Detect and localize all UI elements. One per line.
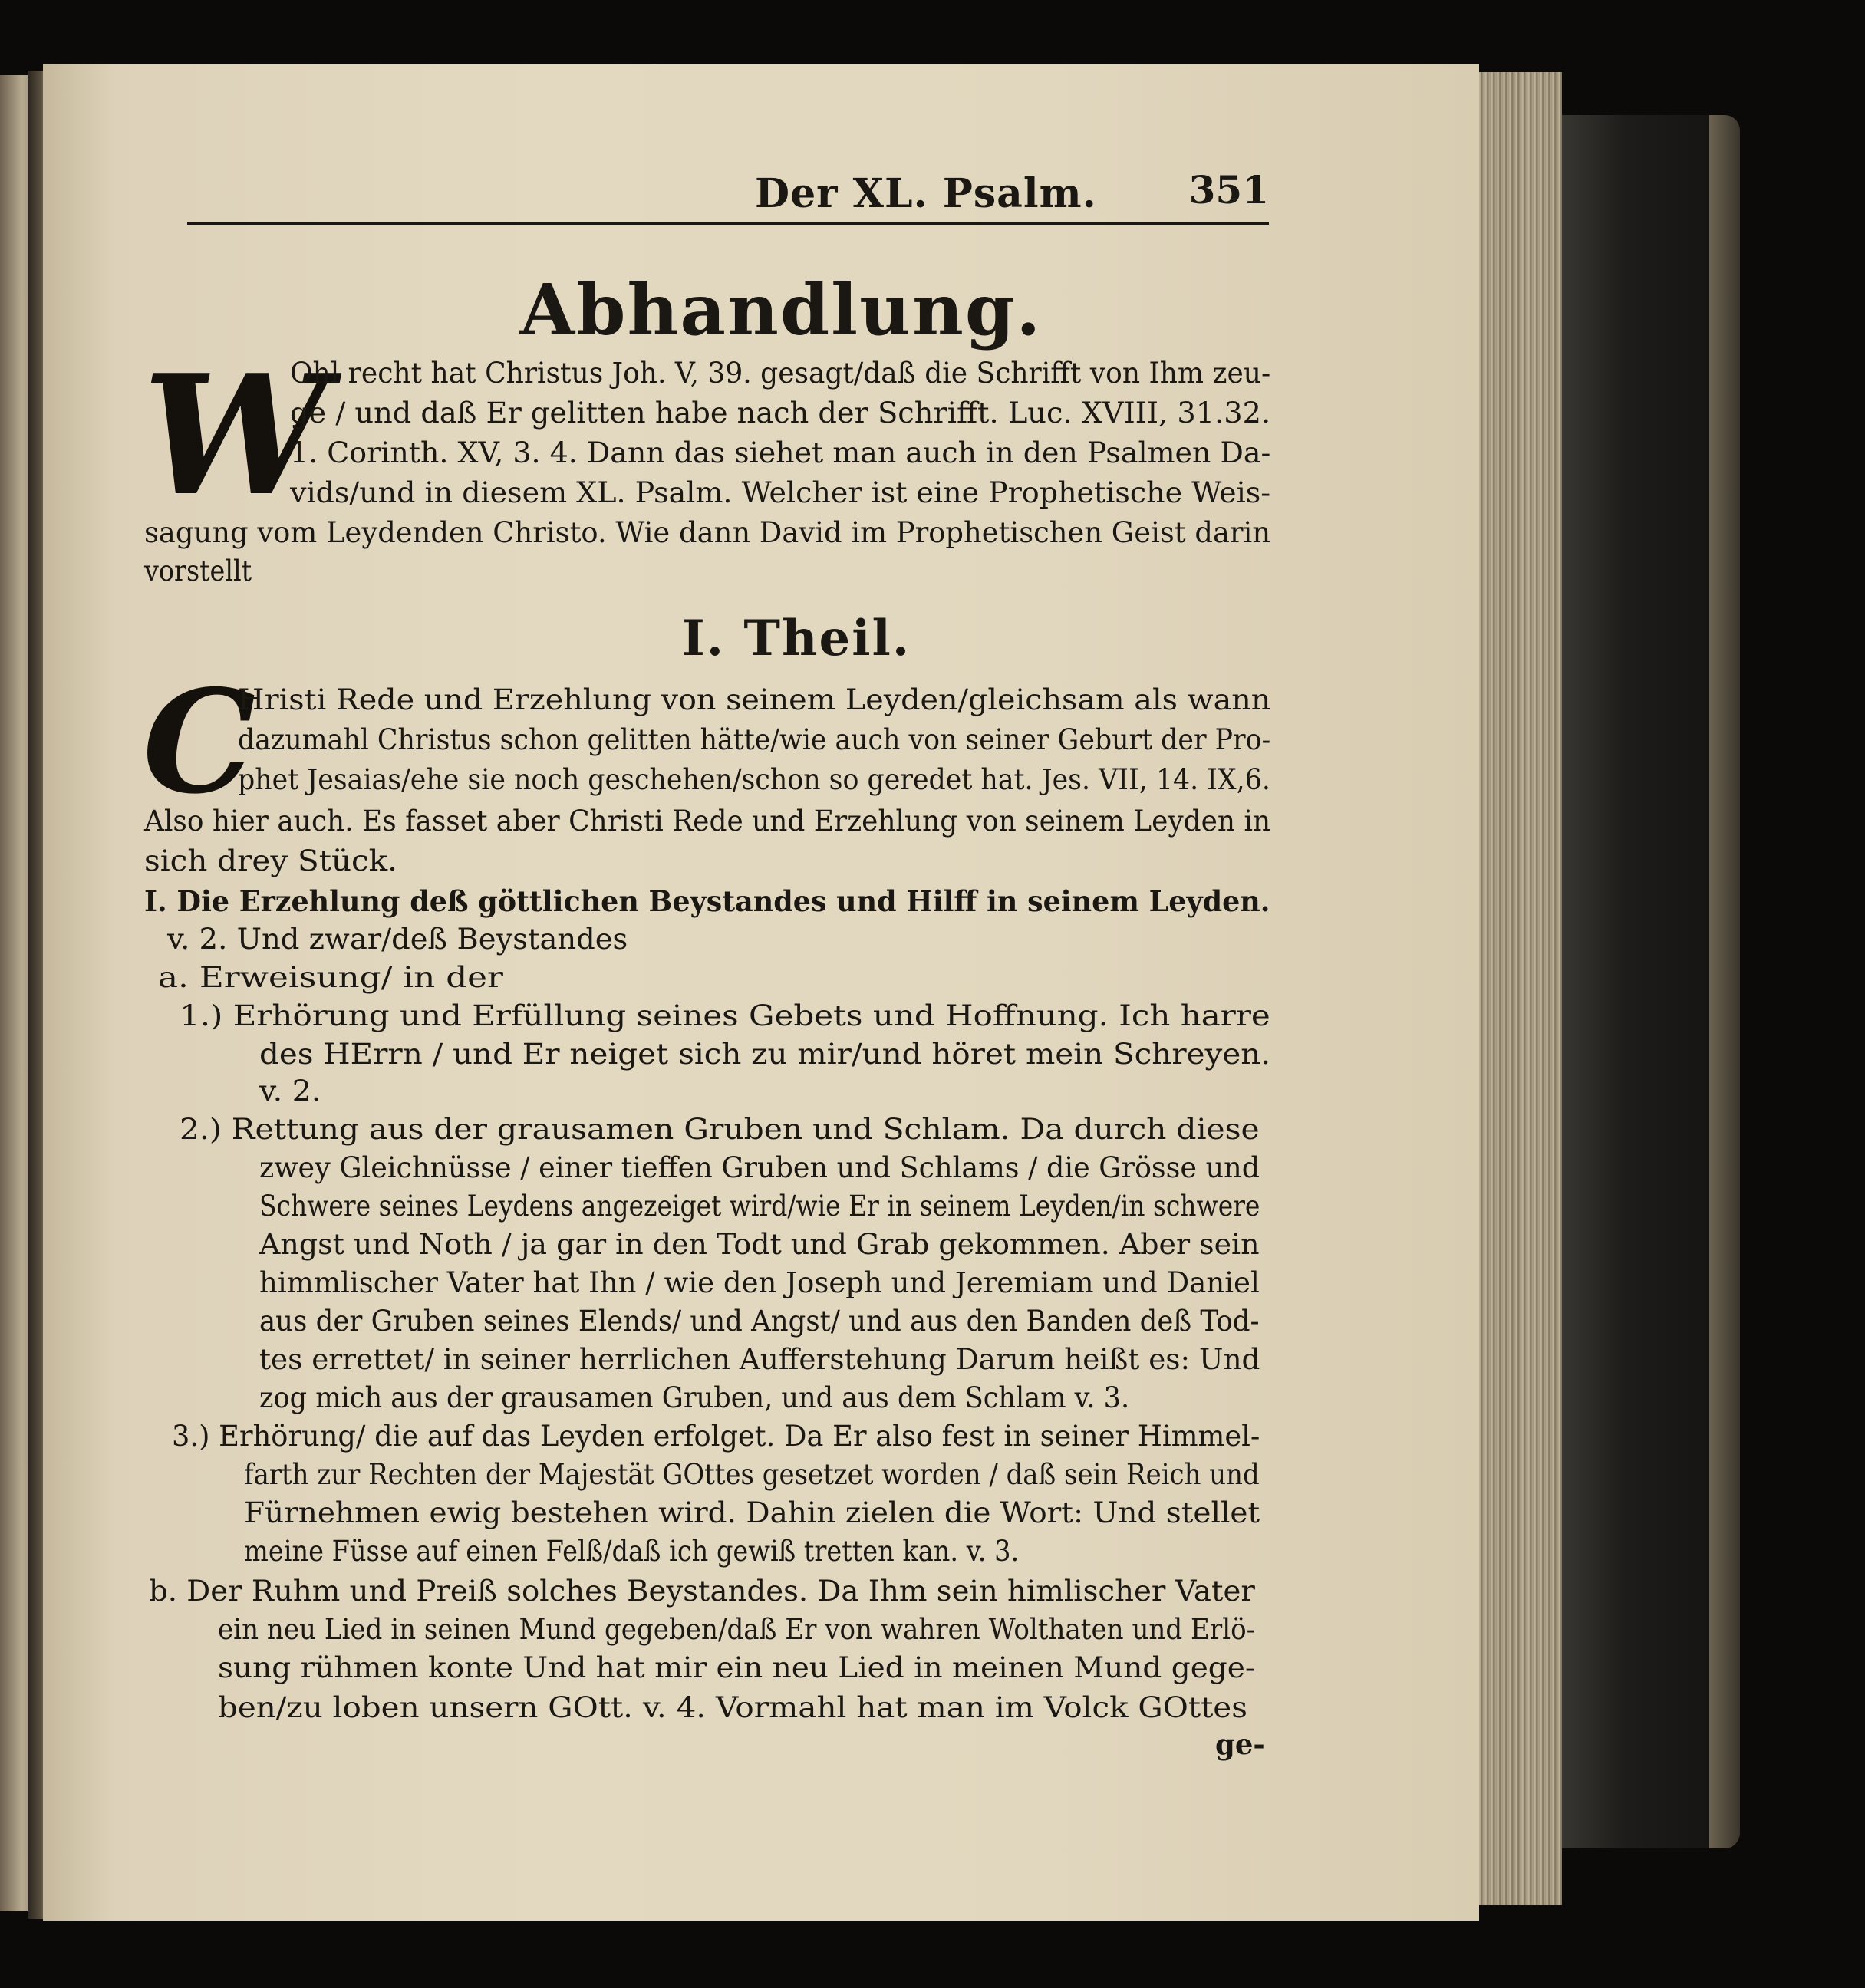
outline-line: himmlischer Vater hat Ihn / wie den Joseph und Jeremiam und Daniel	[259, 1266, 1260, 1299]
intro-line: 1. Corinth. XV, 3. 4. Dann das siehet man auch in den Psalmen Da-	[290, 436, 1271, 469]
outline-line: meine Füsse auf einen Felß/daß ich gewiß tretten kan. v. 3.	[244, 1535, 1020, 1568]
part-intro-line: Also hier auch. Es fasset aber Christi Rede und Erzehlung von seinem Leyden in	[144, 805, 1271, 838]
dropcap-w: W	[143, 338, 328, 532]
book-cover-rim	[1709, 115, 1740, 1848]
running-head	[187, 161, 1269, 225]
book-cover	[1557, 115, 1731, 1848]
outline-line: ben/zu loben unsern GOtt. v. 4. Vormahl hat man im Volck GOttes	[218, 1691, 1247, 1724]
page-stack-edge	[1478, 72, 1562, 1905]
outline-line: tes errettet/ in seiner herrlichen Aufferstehung Darum heißt es: Und	[259, 1343, 1260, 1376]
running-title: Der XL. Psalm.	[755, 170, 1097, 217]
outline-line: v. 2.	[259, 1075, 321, 1108]
catchword: ge-	[1215, 1727, 1265, 1761]
outline-line: ein neu Lied in seinen Mund gegeben/daß Er von wahren Wolthaten und Erlö-	[218, 1613, 1256, 1646]
intro-line: sagung vom Leydenden Christo. Wie dann David im Prophetischen Geist darin	[144, 516, 1271, 549]
outline-line: sung rühmen konte Und hat mir ein neu Lied in meinen Mund gege-	[218, 1651, 1256, 1684]
outline-line: 2.) Rettung aus der grausamen Gruben und Schlam. Da durch diese	[180, 1113, 1260, 1146]
outline-line: 3.) Erhörung/ die auf das Leyden erfolget. Da Er also fest in seiner Himmel-	[172, 1420, 1260, 1453]
part-title: I. Theil.	[681, 610, 911, 667]
outline-line: b. Der Ruhm und Preiß solches Beystandes. Da Ihm sein himlischer Vater	[149, 1575, 1255, 1608]
outline-line: Angst und Noth / ja gar in den Todt und Grab gekommen. Aber sein	[259, 1228, 1260, 1261]
intro-line: Ohl recht hat Christus Joh. V, 39. gesagt/daß die Schrifft von Ihm zeu-	[290, 357, 1271, 390]
page-number: 351	[1188, 167, 1269, 212]
outline-line: des HErrn / und Er neiget sich zu mir/und höret mein Schreyen.	[259, 1038, 1271, 1071]
part-intro-line: Hristi Rede und Erzehlung von seinem Leyden/gleichsam als wann	[238, 683, 1271, 716]
part-intro-line: phet Jesaias/ehe sie noch geschehen/schon so geredet hat. Jes. VII, 14. IX,6.	[238, 763, 1270, 796]
part-intro-line: sich drey Stück.	[144, 844, 398, 877]
part-intro-line: dazumahl Christus schon gelitten hätte/wie auch von seiner Geburt der Pro-	[238, 723, 1271, 756]
intro-line: vids/und in diesem XL. Psalm. Welcher ist eine Prophetische Weis-	[290, 476, 1271, 509]
dropcap-c: C	[143, 658, 256, 825]
outline-line: 1.) Erhörung und Erfüllung seines Gebets und Hoffnung. Ich harre	[180, 999, 1270, 1032]
outline-line: zog mich aus der grausamen Gruben, und aus dem Schlam v. 3.	[259, 1381, 1130, 1414]
intro-line: vorstellt	[144, 555, 252, 588]
main-title: Abhandlung.	[519, 268, 1043, 351]
outline-line: I. Die Erzehlung deß göttlichen Beystandes und Hilff in seinem Leyden.	[144, 884, 1270, 918]
outline-line: aus der Gruben seines Elends/ und Angst/ und aus den Banden deß Tod-	[259, 1305, 1260, 1338]
outline-line: farth zur Rechten der Majestät GOttes gesetzet worden / daß sein Reich und	[244, 1458, 1260, 1491]
outline-line: Fürnehmen ewig bestehen wird. Dahin zielen die Wort: Und stellet	[244, 1496, 1260, 1529]
outline-line: Schwere seines Leydens angezeiget wird/wie Er in seinem Leyden/in schwere	[259, 1190, 1260, 1223]
intro-line: ge / und daß Er gelitten habe nach der Schrifft. Luc. XVIII, 31.32.	[290, 397, 1271, 430]
outline-line: zwey Gleichnüsse / einer tieffen Gruben und Schlams / die Grösse und	[259, 1151, 1260, 1184]
outline-line: v. 2. Und zwar/deß Beystandes	[167, 923, 628, 956]
outline-line: a. Erweisung/ in der	[158, 961, 503, 994]
